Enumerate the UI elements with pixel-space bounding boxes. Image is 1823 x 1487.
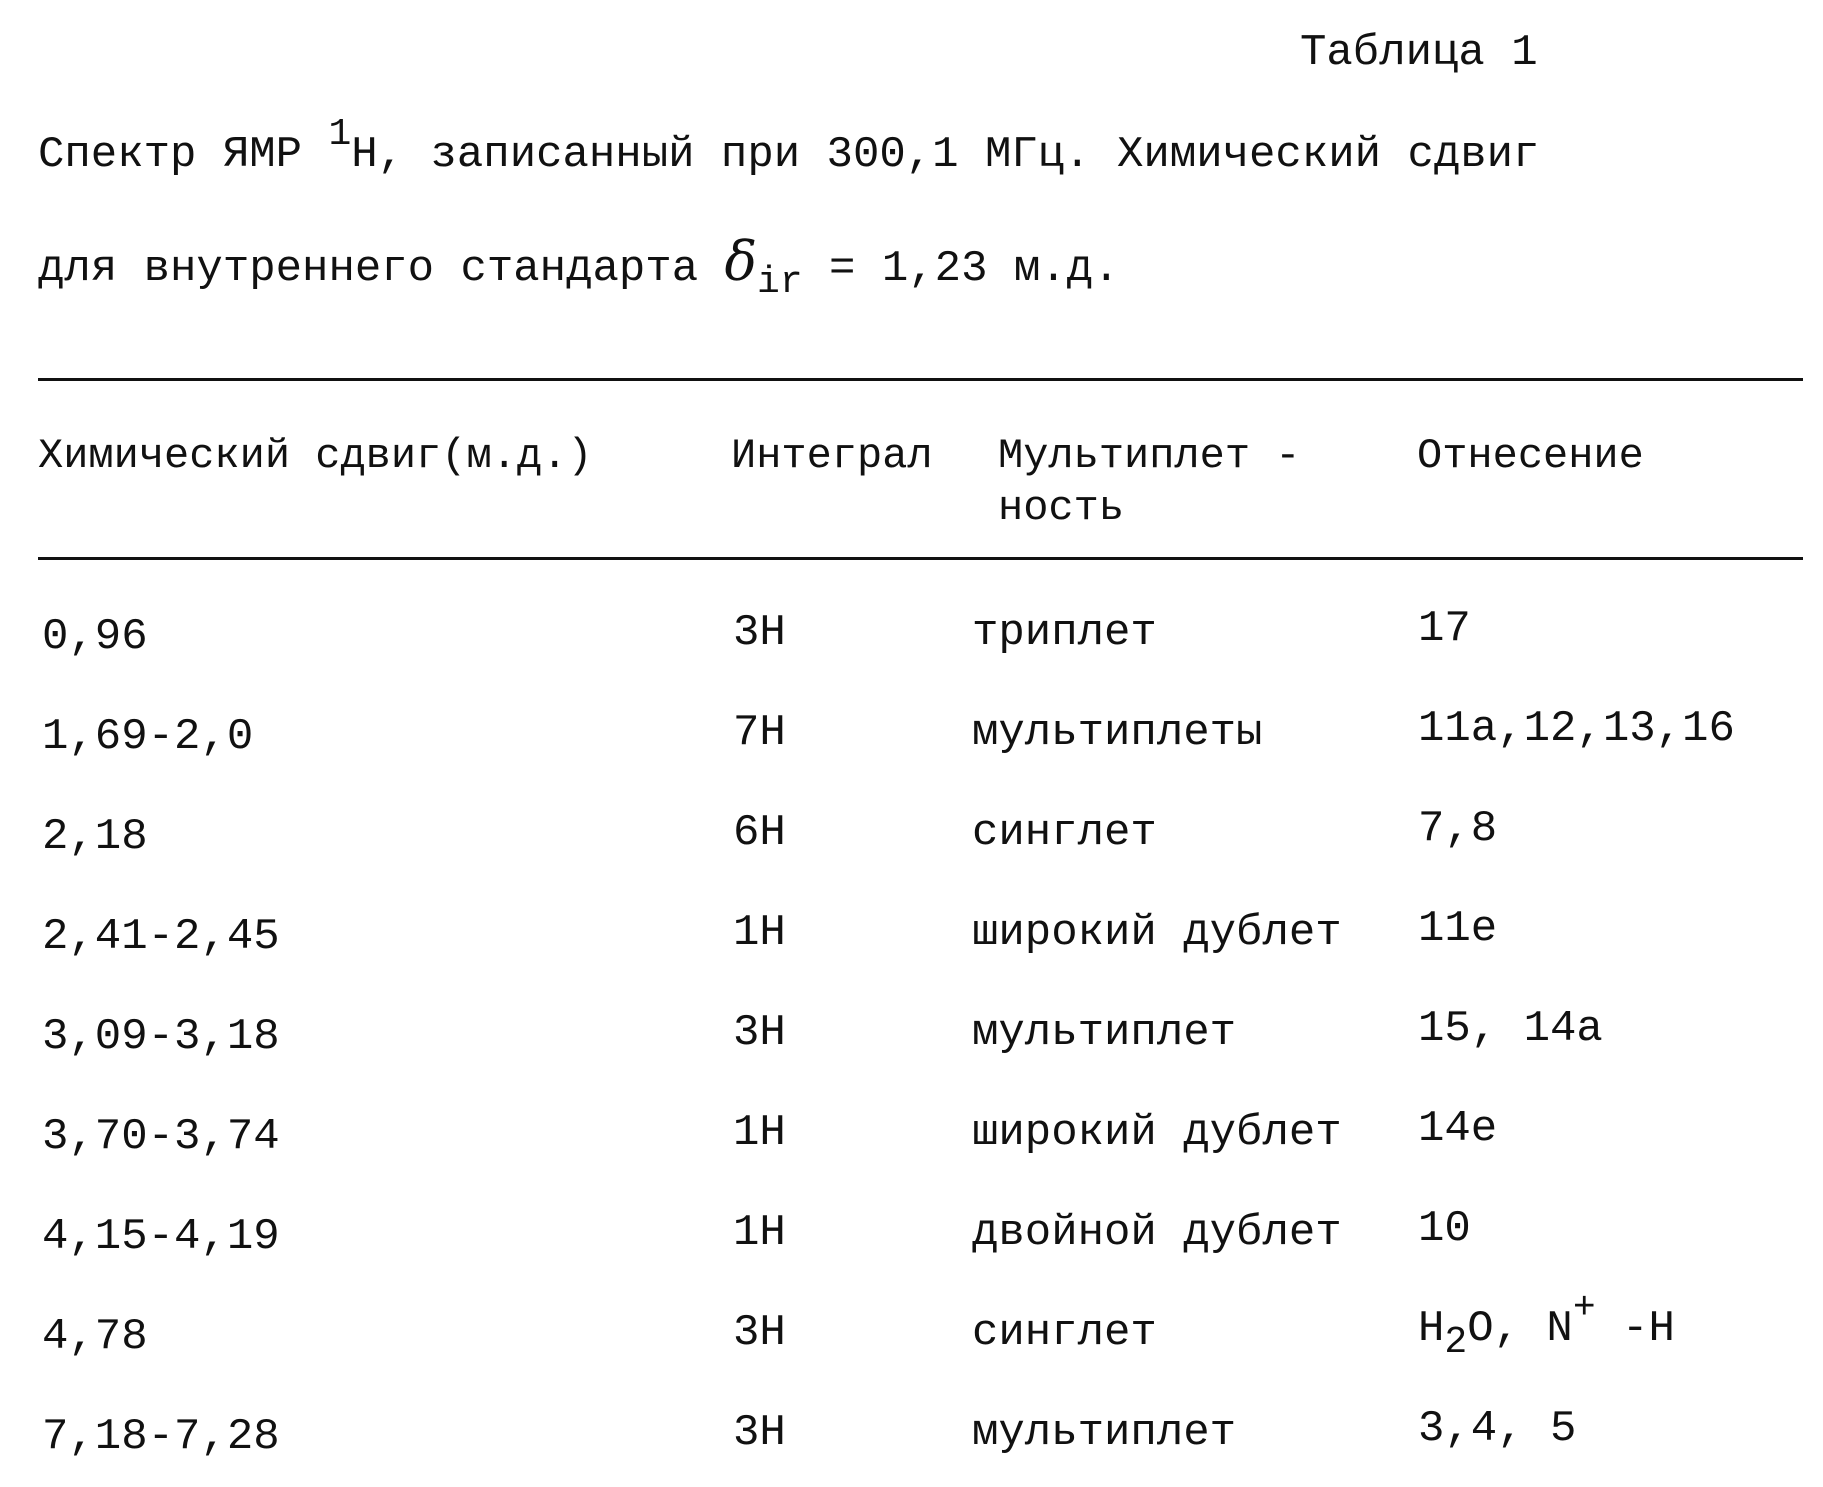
cell-shift: 0,96	[42, 612, 148, 662]
cell-integral: 3Н	[733, 1008, 786, 1058]
cell-shift: 3,09-3,18	[42, 1012, 280, 1062]
cell-multiplicity: синглет	[972, 1308, 1157, 1358]
assignment-mid: О, N	[1467, 1304, 1573, 1354]
cell-assignment: 17	[1418, 604, 1471, 654]
header-multiplicity-line2: ность	[998, 484, 1125, 532]
caption-line-1	[38, 113, 1540, 180]
header-multiplicity-line1: Мультиплет -	[998, 432, 1301, 480]
cell-assignment: 11a,12,13,16	[1418, 704, 1735, 754]
table-header-rule	[38, 557, 1803, 560]
cell-multiplicity: двойной дублет	[972, 1208, 1342, 1258]
cell-multiplicity: триплет	[972, 608, 1157, 658]
cell-assignment: 15, 14a	[1418, 1004, 1603, 1054]
assignment-superscript: +	[1572, 1287, 1596, 1330]
cell-integral: 3Н	[733, 608, 786, 658]
cell-multiplicity: синглет	[972, 808, 1157, 858]
cell-shift: 7,18-7,28	[42, 1412, 280, 1462]
cell-multiplicity: мультиплеты	[972, 708, 1263, 758]
caption-line1-rest: Н, записанный при 300,1 МГц. Химический сдвиг	[351, 130, 1540, 180]
caption-line2-prefix: для внутреннего стандарта	[38, 244, 725, 294]
cell-multiplicity: широкий дублет	[972, 1108, 1342, 1158]
cell-assignment: 14е	[1418, 1104, 1498, 1154]
assignment-subscript: 2	[1444, 1321, 1468, 1364]
cell-shift: 3,70-3,74	[42, 1112, 280, 1162]
cell-integral: 7Н	[733, 708, 786, 758]
header-integral: Интеграл	[731, 432, 933, 480]
cell-integral: 3Н	[733, 1308, 786, 1358]
cell-assignment: 7,8	[1418, 804, 1498, 854]
cell-assignment: 10	[1418, 1204, 1471, 1254]
header-assignment: Отнесение	[1417, 432, 1644, 480]
cell-integral: 6Н	[733, 808, 786, 858]
caption-line2-rest: = 1,23 м.д.	[802, 244, 1120, 294]
cell-assignment	[1418, 1287, 1675, 1364]
cell-integral: 1Н	[733, 908, 786, 958]
caption-line-2	[38, 230, 1120, 304]
cell-shift: 4,78	[42, 1312, 148, 1362]
cell-assignment: 11е	[1418, 904, 1498, 954]
assignment-suffix: -Н	[1595, 1304, 1675, 1354]
assignment-h: Н	[1418, 1304, 1445, 1354]
cell-shift: 2,18	[42, 812, 148, 862]
isotope-superscript: 1	[328, 113, 352, 156]
cell-shift: 4,15-4,19	[42, 1212, 280, 1262]
cell-multiplicity: мультиплет	[972, 1008, 1237, 1058]
delta-symbol: δ	[724, 230, 758, 293]
table-title: Таблица 1	[1300, 28, 1538, 78]
delta-subscript: ir	[757, 261, 803, 304]
table-top-rule	[38, 378, 1803, 381]
cell-integral: 1Н	[733, 1208, 786, 1258]
cell-assignment: 3,4, 5	[1418, 1404, 1577, 1454]
header-shift: Химический сдвиг(м.д.)	[38, 432, 593, 480]
cell-shift: 1,69-2,0	[42, 712, 254, 762]
cell-multiplicity: широкий дублет	[972, 908, 1342, 958]
cell-shift: 2,41-2,45	[42, 912, 280, 962]
cell-integral: 1Н	[733, 1108, 786, 1158]
caption-line1-prefix: Спектр ЯМР	[38, 130, 329, 180]
cell-multiplicity: мультиплет	[972, 1408, 1237, 1458]
cell-integral: 3Н	[733, 1408, 786, 1458]
